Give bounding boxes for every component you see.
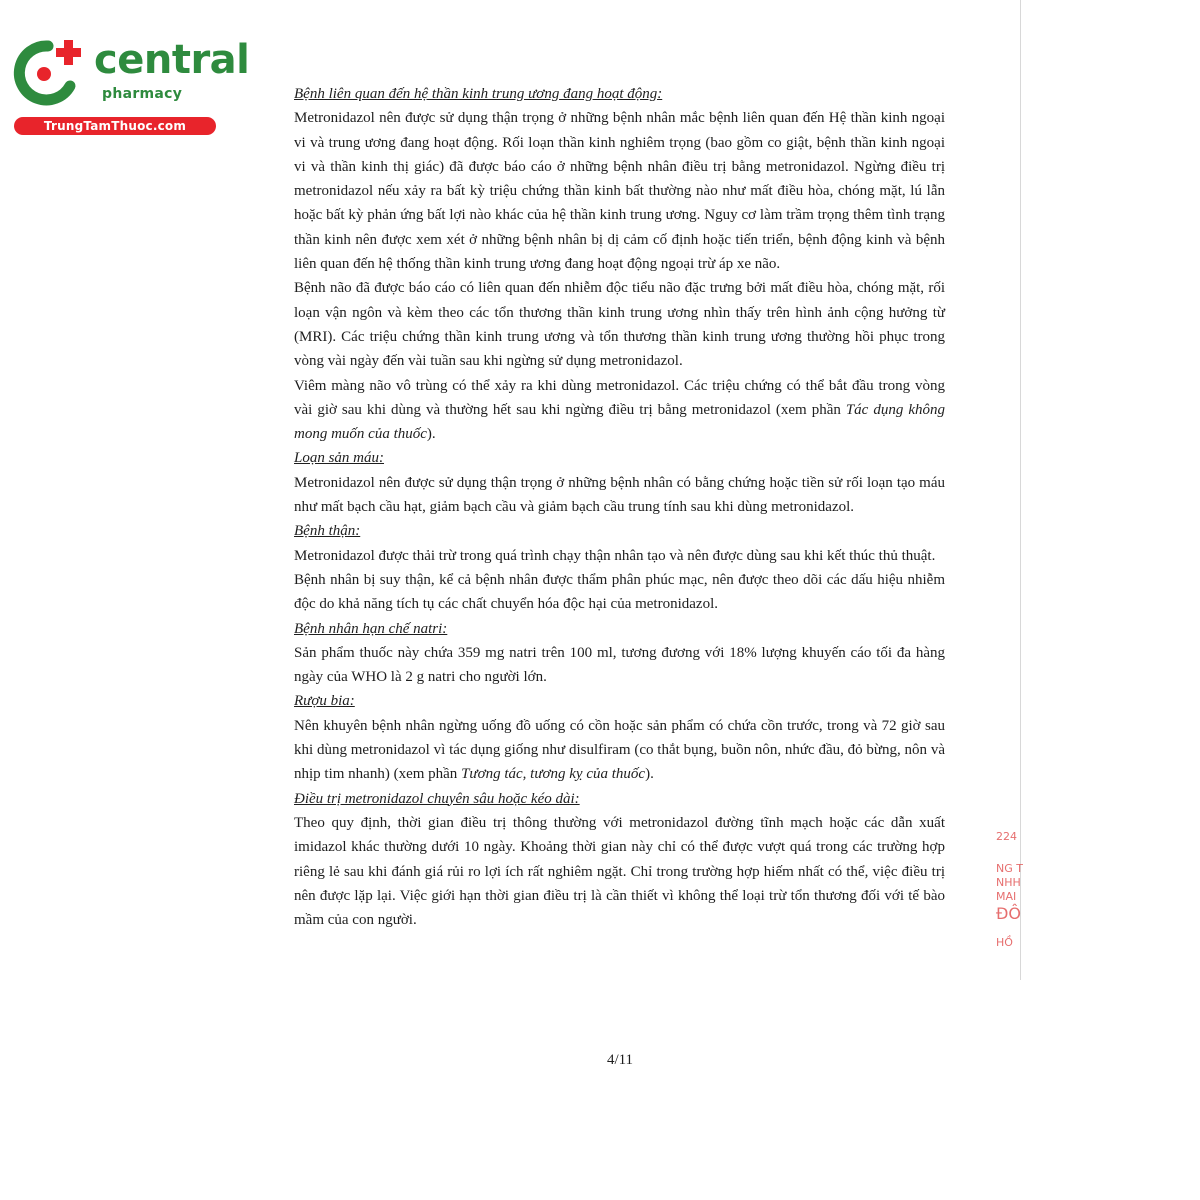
- central-pharmacy-logo: [8, 36, 250, 136]
- logo-brand: central: [94, 37, 250, 83]
- paragraph: [294, 276, 945, 373]
- paragraph: Metronidazol được thải trừ trong quá trình chạy thận nhân tạo và nên được dùng sau khi kết thúc thủ thuật.: [294, 547, 936, 564]
- paragraph-text: Viêm màng não vô trùng có thể xảy ra khi dùng metronidazol. Các triệu chứng có thể bắt đầu trong vòng vài giờ sau khi dùng và thường hết sau khi ngừng điều trị bằng metronidazol (xem phần: [294, 377, 945, 418]
- section-heading: Bệnh nhân hạn chế natri:: [294, 620, 448, 637]
- document-body: [294, 82, 945, 932]
- stamp-line: HỒ: [996, 936, 1013, 949]
- pharmacy-cross-icon: [8, 36, 88, 108]
- section-heading: Rượu bia:: [294, 693, 355, 710]
- logo-url: TrungTamThuoc.com: [14, 117, 216, 135]
- paragraph: [294, 714, 945, 787]
- section-heading: Bệnh thận:: [294, 523, 361, 540]
- cross-reference: Tác dụng không mong muốn của thuốc: [294, 401, 945, 443]
- section-heading: Bệnh liên quan đến hệ thần kinh trung ương đang hoạt động:: [294, 86, 663, 102]
- paragraph: Theo quy định, thời gian điều trị thông thường với metronidazol đường tĩnh mạch hoặc các dẫn xuất imidazol khác thường dưới 10 ngày. Khoảng thời gian này chỉ có thể được vượt quá trong các trường hợp riêng lẻ sau khi đánh giá rủi ro lợi ích rất nghiêm ngặt. Chỉ trong trường hợp hiếm nhất có thể, việc điều trị nên được lặp lại. Việc giới hạn thời gian điều trị là cần thiết vì không thể loại trừ tổn thương đối với tế bào mầm của con người.: [294, 814, 945, 929]
- stamp-line: NHH: [996, 876, 1021, 889]
- cross-reference: Tương tác, tương kỵ của thuốc: [461, 766, 646, 783]
- paragraph-text: ).: [426, 426, 436, 443]
- paragraph-text: ).: [645, 766, 654, 783]
- stamp-line: ĐÔ: [996, 904, 1021, 923]
- paragraph: Metronidazol nên được sử dụng thận trọng ở những bệnh nhân có bằng chứng hoặc tiền sử rối loạn tạo máu như mất bạch cầu hạt, giảm bạch cầu và giảm bạch cầu trung tính sau khi dùng metronidazol.: [294, 474, 945, 516]
- paragraph: [294, 374, 945, 447]
- section-heading: Điều trị metronidazol chuyên sâu hoặc kéo dài:: [294, 790, 580, 807]
- stamp-line: 224: [996, 830, 1017, 843]
- stamp-line: MAI: [996, 890, 1017, 903]
- paragraph-text: Bệnh não đã được báo cáo có liên quan đến nhiễm độc tiểu não đặc trưng bởi mất điều hòa, chóng mặt, rối loạn vận ngôn và kèm theo các tổn thương thần kinh trung ương nhìn thấy trên hình ảnh cộng hưởng từ (MRI). Các triệu chứng thần kinh trung ương và tổn thương thần kinh trung ương thường hồi phục trong vòng vài ngày đến vài tuần sau khi ngừng sử dụng metronidazol.: [294, 280, 945, 370]
- paragraph: Bệnh nhân bị suy thận, kể cả bệnh nhân được thẩm phân phúc mạc, nên được theo dõi các dấu hiệu nhiễm độc do khả năng tích tụ các chất chuyển hóa độc hại của metronidazol.: [294, 571, 945, 613]
- red-stamp: [996, 830, 1026, 980]
- paragraph: Metronidazol nên được sử dụng thận trọng ở những bệnh nhân mắc bệnh liên quan đến Hệ thần kinh ngoại vi và trung ương đang hoạt động. Rối loạn thần kinh nghiêm trọng (bao gồm co giật, bệnh thần kinh ngoại vi và thần kinh thị giác) đã được báo cáo ở những bệnh nhân điều trị bằng metronidazol. Ngừng điều trị metronidazol nếu xảy ra bất kỳ triệu chứng thần kinh bất thường nào như mất điều hòa, chóng mặt, lú lẫn hoặc bất kỳ phản ứng bất lợi nào khác của hệ thần kinh trung ương. Nguy cơ làm trầm trọng thêm tình trạng thần kinh nên được xem xét ở những bệnh nhân bị dị cảm cố định hoặc tiến triển, bệnh động kinh và bệnh liên quan đến hệ thống thần kinh trung ương đang hoạt động ngoại trừ áp xe não.: [294, 110, 945, 273]
- page-number: 4/11: [606, 1052, 634, 1068]
- section-heading: Loạn sản máu:: [294, 450, 385, 467]
- paragraph: Sản phẩm thuốc này chứa 359 mg natri trên 100 ml, tương đương với 18% lượng khuyến cáo tối đa hàng ngày của WHO là 2 g natri cho người lớn.: [294, 644, 945, 686]
- stamp-line: NG T: [996, 862, 1023, 875]
- logo-subtitle: pharmacy: [102, 86, 183, 102]
- paragraph-text: Nên khuyên bệnh nhân ngừng uống đồ uống có cồn hoặc sản phẩm có chứa cồn trước, trong và 72 giờ sau khi dùng metronidazol vì tác dụng giống như disulfiram (co thắt bụng, buồn nôn, nhức đầu, đỏ bừng, nôn và nhịp tim nhanh) (xem phần: [294, 717, 945, 783]
